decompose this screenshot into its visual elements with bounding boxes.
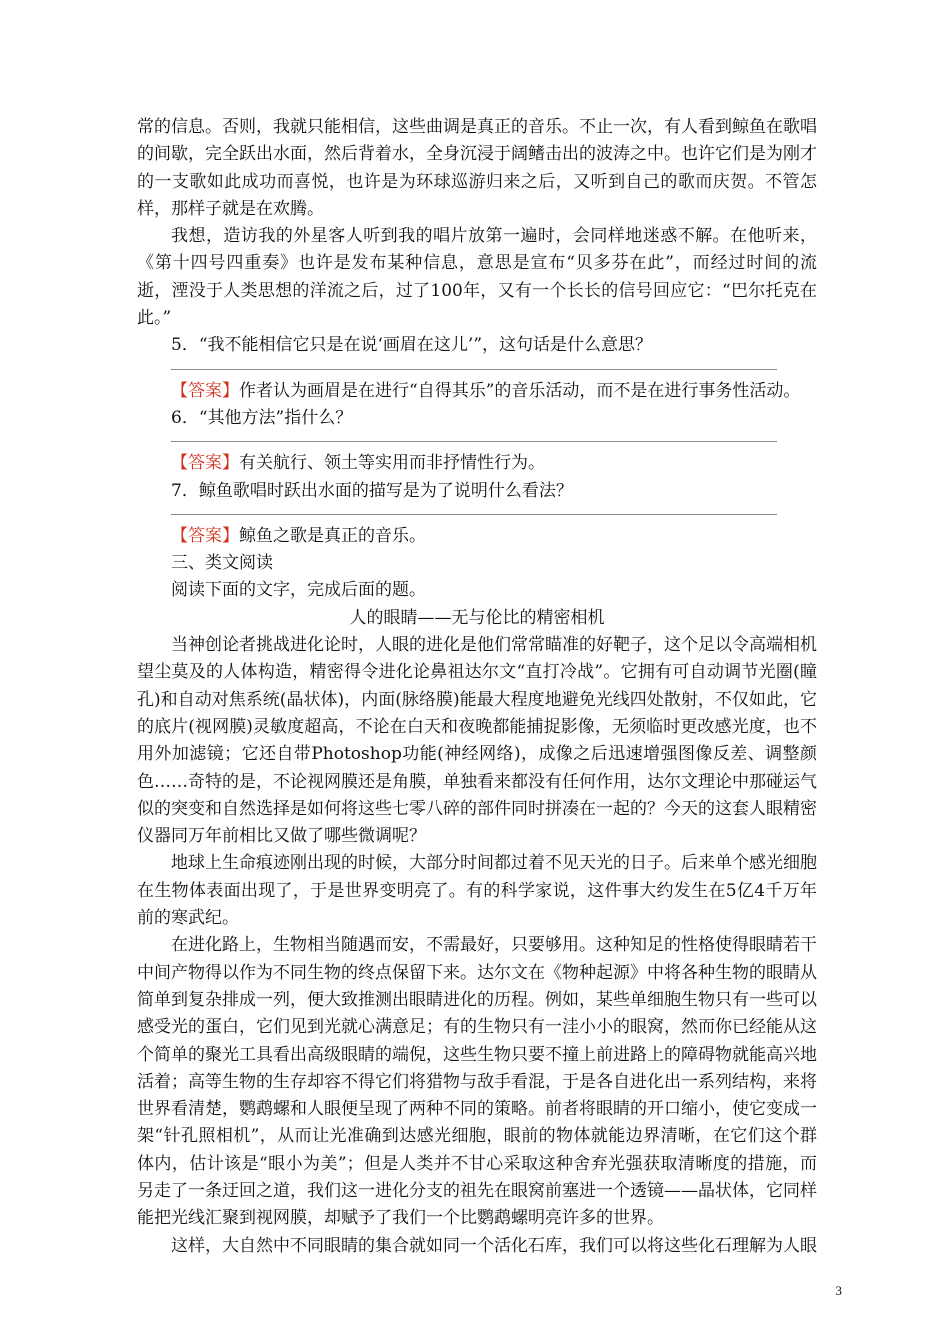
answer-label: 【答案】 [171,453,239,474]
article-paragraph: 这样，大自然中不同眼睛的集合就如同一个活化石库，我们可以将这些化石理解为人眼 [171,1235,817,1256]
answer-5 [137,378,817,405]
page-content [137,114,817,1260]
paragraph: 我想，造访我的外星客人听到我的唱片放第一遍时，会同样地迷惑不解。在他听来，《第十四号四重奏》也许是发布某种信息，意思是宣布“贝多芬在此”，而经过时间的流逝，湮没于人类思想的洋流之后，过了100年，又有一个长长的信号回应它：“巴尔托克在此。” [137,226,817,329]
question-7: 7．鲸鱼歌唱时跃出水面的描写是为了说明什么看法？ [171,480,573,501]
article-paragraph: 在进化路上，生物相当随遇而安，不需最好，只要够用。这种知足的性格使得眼睛若干中间产物得以作为不同生物的终点保留下来。达尔文在《物种起源》中将各种生物的眼睛从简单到复杂排成一列，便大致推测出眼睛进化的历程。例如，某些单细胞生物只有一些可以感受光的蛋白，它们见到光就心满意足；有的生物只有一洼小小的眼窝，然而你已经能从这个简单的聚光工具看出高级眼睛的端倪，这些生物只要不撞上前进路上的障碍物就能高兴地活着；高等生物的生存却容不得它们将猎物与敌手看混，于是各自进化出一系列结构，来将世界看清楚，鹦鹉螺和人眼便呈现了两种不同的策略。前者将眼睛的开口缩小，使它变成一架“针孔照相机”，从而让光准确到达感光细胞，眼前的物体就能边界清晰，在它们这个群体内，估计该是“眼小为美”；但是人类并不甘心采取这种舍弃光强获取清晰度的措施，而另走了一条迂回之道，我们这一进化分支的祖先在眼窝前塞进一个透镜——晶状体，它同样能把光线汇聚到视网膜，却赋予了我们一个比鹦鹉螺明亮许多的世界。 [137,935,817,1229]
answer-label: 【答案】 [171,525,239,546]
paragraph-continued: 常的信息。否则，我就只能相信，这些曲调是真正的音乐。不止一次，有人看到鲸鱼在歌唱的间歇，完全跃出水面，然后背着水，全身沉浸于阔鳍击出的波涛之中。也许它们是为刚才的一支歌如此成功而喜悦，也许是为环球巡游归来之后，又听到自己的歌而庆贺。不管怎样，那样子就是在欢腾。 [137,117,817,219]
answer-text: 鲸鱼之歌是真正的音乐。 [239,525,426,546]
page-number: 3 [835,1283,842,1298]
answer-text: 作者认为画眉是在进行“自得其乐”的音乐活动，而不是在进行事务性活动。 [239,380,801,401]
article-title: 人的眼睛——无与伦比的精密相机 [349,607,605,628]
article-paragraph: 当神创论者挑战进化论时，人眼的进化是他们常常瞄准的好靶子，这个足以令高端相机望尘莫及的人体构造，精密得令进化论鼻祖达尔文“直打冷战”。它拥有可自动调节光圈(瞳孔)和自动对焦系统(晶状体)，内面(脉络膜)能最大程度地避免光线四处散射，不仅如此，它的底片(视网膜)灵敏度超高，不论在白天和夜晚都能捕捉影像，无须临时更改感光度，也不用外加滤镜；它还自带Photoshop功能(神经网络)，成像之后迅速增强图像反差、调整颜色……奇特的是，不论视网膜还是角膜，单独看来都没有任何作用，达尔文理论中那碰运气似的突变和自然选择是如何将这些七零八碎的部件同时拼凑在一起的？今天的这套人眼精密仪器同万年前相比又做了哪些微调呢？ [137,635,817,847]
answer-line [171,514,777,515]
answer-7 [137,523,817,550]
answer-text: 有关航行、领土等实用而非抒情性行为。 [239,453,545,474]
answer-6 [137,450,817,477]
instruction: 阅读下面的文字，完成后面的题。 [171,580,426,601]
question-6: 6．“其他方法”指什么？ [171,407,353,428]
question-5: 5．“我不能相信它只是在说‘画眉在这儿’”，这句话是什么意思？ [171,335,653,356]
answer-line [171,441,777,442]
article-paragraph: 地球上生命痕迹刚出现的时候，大部分时间都过着不见天光的日子。后来单个感光细胞在生物体表面出现了，于是世界变明亮了。有的科学家说，这件事大约发生在5亿4千万年前的寒武纪。 [137,853,817,929]
section-heading: 三、类文阅读 [171,553,273,574]
answer-label: 【答案】 [171,380,239,401]
answer-line [171,369,777,370]
